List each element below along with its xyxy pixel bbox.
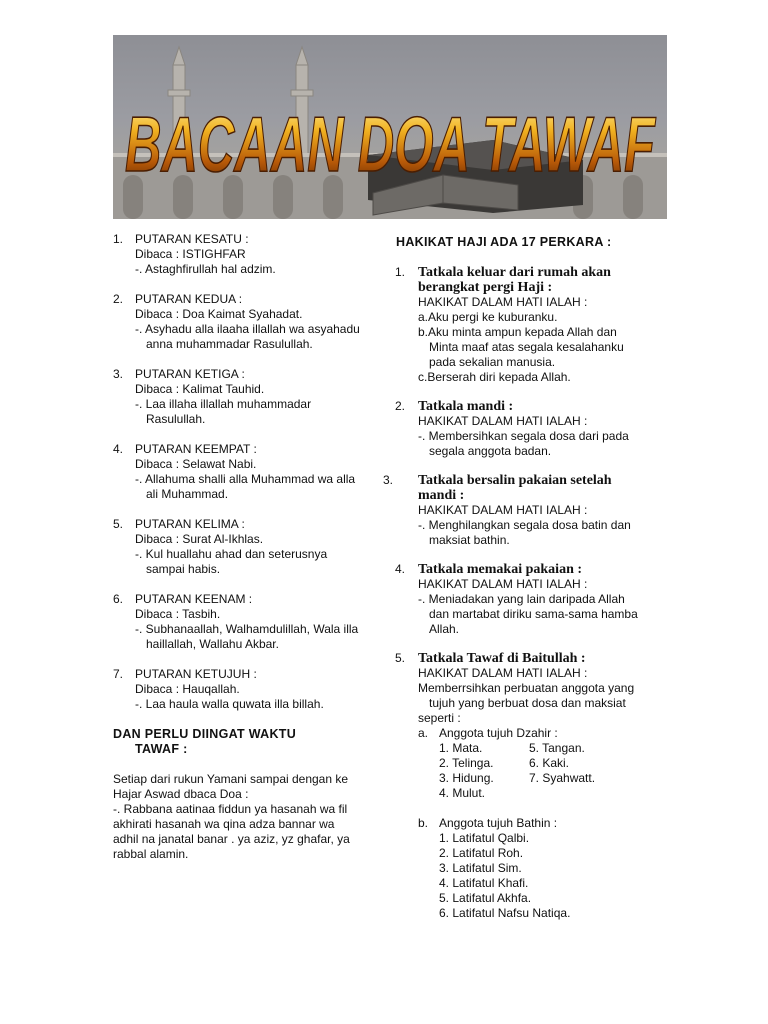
hakikat-number: 5. xyxy=(395,651,406,665)
round-text: -. Astaghfirullah hal adzim. xyxy=(135,262,276,276)
reminder-line: rabbal alamin. xyxy=(113,847,189,861)
hakikat-title: mandi : xyxy=(418,488,465,503)
hakikat-title: berangkat pergi Haji : xyxy=(418,280,553,295)
hakikat-line: -. Menghilangkan segala dosa batin dan xyxy=(418,518,631,532)
dzahir-item: 3. Hidung. xyxy=(439,771,494,785)
bathin-item: 1. Latifatul Qalbi. xyxy=(439,831,530,845)
dzahir-item: 5. Tangan. xyxy=(529,741,585,755)
hakikat-title: Tatkala bersalin pakaian setelah xyxy=(418,473,612,488)
round-title: PUTARAN KEENAM : xyxy=(135,592,253,606)
round-text: -. Allahuma shalli alla Muhammad wa alla xyxy=(135,472,356,486)
bathin-label: b. xyxy=(418,816,429,830)
bathin-item: 6. Latifatul Nafsu Natiqa. xyxy=(439,906,571,920)
hakikat-line: Memberrsihkan perbuatan anggota yang xyxy=(418,681,635,695)
bathin-item: 4. Latifatul Khafi. xyxy=(439,876,529,890)
hakikat-line: b.Aku minta ampun kepada Allah dan xyxy=(418,325,617,339)
round-title: PUTARAN KETUJUH : xyxy=(135,667,257,681)
hakikat-line: maksiat bathin. xyxy=(429,533,510,547)
hakikat-heading: HAKIKAT HAJI ADA 17 PERKARA : xyxy=(396,235,612,249)
round-item xyxy=(113,292,375,352)
hakikat-item xyxy=(383,562,673,637)
hakikat-line: pada sekalian manusia. xyxy=(429,355,556,369)
round-number: 4. xyxy=(113,442,124,456)
round-item xyxy=(113,517,375,577)
round-dibaca: Dibaca : Tasbih. xyxy=(135,607,221,621)
round-item xyxy=(113,592,375,652)
round-dibaca: Dibaca : Doa Kaimat Syahadat. xyxy=(135,307,303,321)
dzahir-item: 7. Syahwatt. xyxy=(529,771,596,785)
reminder-line: Hajar Aswad dbaca Doa : xyxy=(113,787,249,801)
hakikat-line: segala anggota badan. xyxy=(429,444,552,458)
hakikat-line: Minta maaf atas segala kesalahanku xyxy=(429,340,624,354)
hakikat-number: 3. xyxy=(383,473,394,487)
hakikat-number: 4. xyxy=(395,562,406,576)
hakikat-sub: HAKIKAT DALAM HATI IALAH : xyxy=(418,577,588,591)
banner-title: BACAAN DOA TAWAF xyxy=(125,100,657,188)
round-text: haillallah, Wallahu Akbar. xyxy=(146,637,279,651)
bathin-item: 2. Latifatul Roh. xyxy=(439,846,524,860)
dzahir-items xyxy=(418,741,673,801)
round-text: sampai habis. xyxy=(146,562,221,576)
bathin-item: 5. Latifatul Akhfa. xyxy=(439,891,532,905)
dzahir-item: 2. Telinga. xyxy=(439,756,494,770)
round-title: PUTARAN KETIGA : xyxy=(135,367,245,381)
round-title: PUTARAN KEDUA : xyxy=(135,292,243,306)
reminder-heading xyxy=(113,727,375,757)
hakikat-line: tujuh yang berbuat dosa dan maksiat xyxy=(429,696,626,710)
round-text: -. Laa illaha illallah muhammadar xyxy=(135,397,312,411)
round-text: anna muhammadar Rasulullah. xyxy=(146,337,313,351)
round-text: Rasulullah. xyxy=(146,412,206,426)
round-number: 7. xyxy=(113,667,124,681)
hakikat-line: a.Aku pergi ke kuburanku. xyxy=(418,310,558,324)
hakikat-title: Tatkala Tawaf di Baitullah : xyxy=(418,651,586,666)
dzahir-label: a. xyxy=(418,726,429,740)
dzahir-item: 4. Mulut. xyxy=(439,786,486,800)
reminder-line: Setiap dari rukun Yamani sampai dengan ke xyxy=(113,772,349,786)
round-text: -. Asyhadu alla ilaaha illallah wa asyahadu xyxy=(135,322,360,336)
hakikat-item xyxy=(383,651,673,921)
dzahir-item: 1. Mata. xyxy=(439,741,483,755)
hakikat-sub: HAKIKAT DALAM HATI IALAH : xyxy=(418,503,588,517)
reminder-heading-line: DAN PERLU DIINGAT WAKTU xyxy=(113,727,297,741)
hakikat-line: seperti : xyxy=(418,711,461,725)
reminder-line: akhirati hasanah wa qina adza bannar wa xyxy=(113,817,335,831)
hakikat-title: Tatkala keluar dari rumah akan xyxy=(418,265,611,280)
round-title: PUTARAN KELIMA : xyxy=(135,517,245,531)
hakikat-line: Allah. xyxy=(429,622,460,636)
round-number: 6. xyxy=(113,592,124,606)
reminder-line: -. Rabbana aatinaa fiddun ya hasanah wa fil xyxy=(113,802,348,816)
round-item xyxy=(113,367,375,427)
hakikat-number: 1. xyxy=(395,265,406,279)
round-number: 1. xyxy=(113,232,124,246)
hakikat-item xyxy=(383,399,673,459)
round-text: -. Subhanaallah, Walhamdulillah, Wala illa xyxy=(135,622,359,636)
round-text: ali Muhammad. xyxy=(146,487,229,501)
round-text: -. Laa haula walla quwata illa billah. xyxy=(135,697,324,711)
hakikat-sub: HAKIKAT DALAM HATI IALAH : xyxy=(418,666,588,680)
hakikat-title: Tatkala memakai pakaian : xyxy=(418,562,583,577)
round-title: PUTARAN KESATU : xyxy=(135,232,249,246)
round-title: PUTARAN KEEMPAT : xyxy=(135,442,257,456)
hakikat-sub: HAKIKAT DALAM HATI IALAH : xyxy=(418,414,588,428)
hakikat-sub: HAKIKAT DALAM HATI IALAH : xyxy=(418,295,588,309)
hakikat-line: c.Berserah diri kepada Allah. xyxy=(418,370,571,384)
hakikat-title: Tatkala mandi : xyxy=(418,399,514,414)
hakikat-line: -. Membersihkan segala dosa dari pada xyxy=(418,429,629,443)
bathin-title: Anggota tujuh Bathin : xyxy=(439,816,558,830)
bathin-items xyxy=(418,831,673,921)
round-dibaca: Dibaca : Kalimat Tauhid. xyxy=(135,382,265,396)
title-banner xyxy=(113,35,667,219)
round-item xyxy=(113,442,375,502)
reminder-line: adhil na janatal banar . ya aziz, yz ghafar, ya xyxy=(113,832,350,846)
round-item xyxy=(113,667,375,712)
bathin-item: 3. Latifatul Sim. xyxy=(439,861,522,875)
round-number: 2. xyxy=(113,292,124,306)
round-dibaca: Dibaca : Hauqallah. xyxy=(135,682,240,696)
round-number: 5. xyxy=(113,517,124,531)
left-column xyxy=(113,232,375,862)
round-text: -. Kul huallahu ahad dan seterusnya xyxy=(135,547,328,561)
round-dibaca: Dibaca : ISTIGHFAR xyxy=(135,247,246,261)
round-dibaca: Dibaca : Surat Al-Ikhlas. xyxy=(135,532,264,546)
hakikat-line: dan martabat diriku sama-sama hamba xyxy=(429,607,638,621)
dzahir-item: 6. Kaki. xyxy=(529,756,570,770)
round-list xyxy=(113,232,375,712)
bathin-list xyxy=(418,816,673,831)
reminder-heading-line: TAWAF : xyxy=(135,742,188,756)
hakikat-number: 2. xyxy=(395,399,406,413)
reminder-body xyxy=(113,772,375,862)
dzahir-list xyxy=(418,726,673,741)
hakikat-item xyxy=(383,265,673,385)
right-column xyxy=(383,232,673,921)
round-dibaca: Dibaca : Selawat Nabi. xyxy=(135,457,257,471)
hakikat-item xyxy=(383,473,673,548)
dzahir-title: Anggota tujuh Dzahir : xyxy=(439,726,558,740)
round-item xyxy=(113,232,375,277)
round-number: 3. xyxy=(113,367,124,381)
hakikat-line: -. Meniadakan yang lain daripada Allah xyxy=(418,592,625,606)
mosque-background-illustration xyxy=(113,35,667,219)
